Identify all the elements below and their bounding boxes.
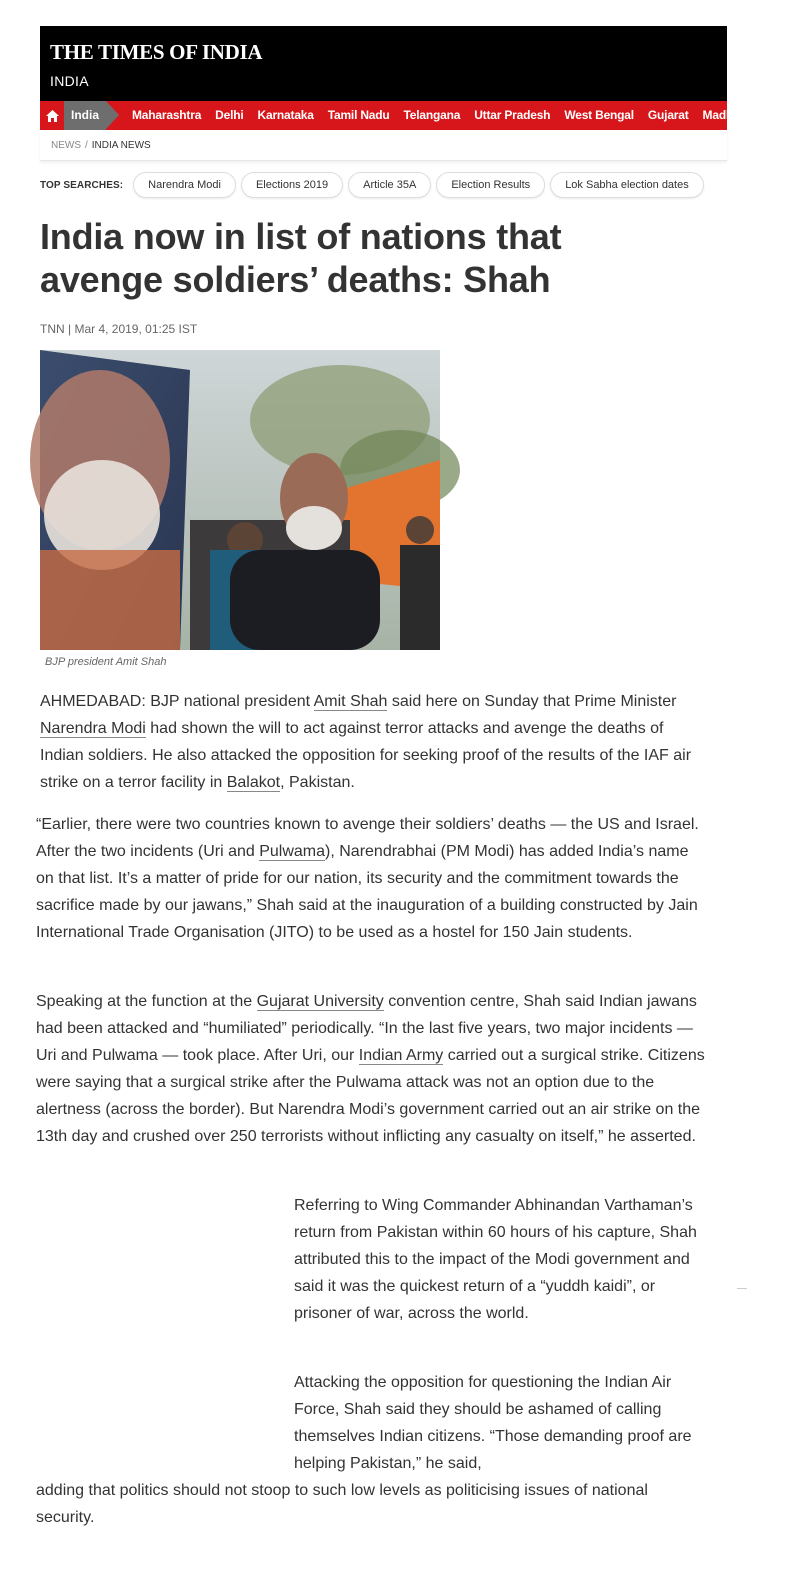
nav-items	[132, 101, 809, 130]
article-paragraph-5: Attacking the opposition for questioning the Indian Air Force, Shah said they should be ashamed of calling themselves Indian citizens. “Those demanding proof are helping Pakistan,” he said,	[294, 1374, 692, 1472]
p1-text-d: , Pakistan.	[280, 774, 355, 791]
breadcrumb	[40, 130, 727, 161]
article-paragraph-2	[36, 811, 701, 946]
link-narendra-modi[interactable]: Narendra Modi	[40, 720, 146, 737]
site-logo[interactable]: THE TIMES OF INDIA	[50, 40, 263, 64]
p3-text-c: carried out a surgical strike. Citizens were saying that a surgical strike after the Pulwama attack was not an option due to the alertness (across the border). But Narendra Modi’s government carried out an air strike on the 13th day and crushed over 250 terrorists without inflicting any casualty on itself,” he asserted.	[36, 1047, 705, 1145]
article-paragraph-4: Referring to Wing Commander Abhinandan Varthaman’s return from Pakistan within 60 hours of his capture, Shah attributed this to the impact of the Modi government and said it was the quickest return of a “yuddh kaidi”, or prisoner of war, across the world.	[294, 1197, 697, 1322]
top-searches	[40, 172, 709, 198]
masthead	[40, 26, 727, 101]
nav-item-madhya-pradesh[interactable]: Madhya Pradesh	[702, 108, 796, 122]
top-search-article-35a[interactable]: Article 35A	[348, 172, 431, 198]
nav-item-uttar-pradesh[interactable]: Uttar Pradesh	[474, 108, 551, 122]
section-nav	[40, 101, 796, 130]
home-icon[interactable]	[40, 101, 64, 130]
link-amit-shah[interactable]: Amit Shah	[313, 693, 388, 710]
top-search-elections-2019[interactable]: Elections 2019	[241, 172, 343, 198]
breadcrumb-india-news[interactable]: INDIA NEWS	[91, 140, 151, 151]
p1-text-c: had shown the will to act against terror attacks and avenge the deaths of Indian soldiers. He also attacked the opposition for seeking proof of the results of the IAF air strike on a terror facility in	[40, 720, 692, 791]
article-headline: India now in list of nations that avenge soldiers’ deaths: Shah	[40, 216, 562, 300]
p2-text-b: ), Narendrabhai (PM Modi) has added India’s name on that list. It’s a matter of pride for our nation, its security and the commitment towards the sacrifice made by our jawans,” Shah said at the inauguration of a building constructed by Jain International Trade Organisation (JITO) to be used as a hostel for 150 Jain students.	[36, 843, 698, 941]
top-searches-label: TOP SEARCHES:	[40, 179, 124, 191]
nav-item-gujarat[interactable]: Gujarat	[647, 108, 689, 122]
nav-item-telangana[interactable]: Telangana	[403, 108, 461, 122]
link-pulwama[interactable]: Pulwama	[259, 843, 326, 860]
top-search-election-results[interactable]: Election Results	[436, 172, 545, 198]
photo-caption: BJP president Amit Shah	[45, 656, 167, 668]
p2-text-a: “Earlier, there were two countries known to avenge their soldiers’ deaths — the US and Israel. After the two incidents (Uri and	[36, 816, 699, 860]
top-search-lok-sabha-dates[interactable]: Lok Sabha election dates	[550, 172, 704, 198]
nav-item-tamil-nadu[interactable]: Tamil Nadu	[327, 108, 390, 122]
link-balakot[interactable]: Balakot	[226, 774, 281, 791]
article-photo	[40, 350, 440, 650]
article-byline: TNN | Mar 4, 2019, 01:25 IST	[40, 322, 198, 336]
nav-item-india[interactable]: India	[64, 101, 106, 130]
nav-active-arrow	[106, 101, 119, 129]
breadcrumb-separator: /	[85, 140, 88, 151]
article-paragraph-1	[40, 688, 700, 796]
nav-item-maharashtra[interactable]: Maharashtra	[132, 108, 202, 122]
p1-text-b: said here on Sunday that Prime Minister	[387, 693, 677, 710]
nav-item-karnataka[interactable]: Karnataka	[257, 108, 314, 122]
article-paragraph-3	[36, 988, 706, 1150]
p3-text-a: Speaking at the function at the	[36, 993, 257, 1010]
link-indian-army[interactable]: Indian Army	[358, 1047, 444, 1064]
nav-item-delhi[interactable]: Delhi	[215, 108, 244, 122]
breadcrumb-news[interactable]: NEWS	[51, 140, 81, 151]
section-title[interactable]: INDIA	[50, 73, 89, 89]
p3-text-b: convention centre, Shah said Indian jawans had been attacked and “humiliated” periodically. “In the last five years, two major incidents — Uri and Pulwama — took place. After Uri, our	[36, 993, 697, 1064]
article-paragraph-6: adding that politics should not stoop to such low levels as politicising issues of national security.	[36, 1482, 648, 1526]
p1-text-a: AHMEDABAD: BJP national president	[40, 693, 314, 710]
nav-item-west-bengal[interactable]: West Bengal	[564, 108, 634, 122]
side-divider	[737, 1288, 747, 1289]
top-search-narendra-modi[interactable]: Narendra Modi	[133, 172, 236, 198]
link-gujarat-university[interactable]: Gujarat University	[256, 993, 384, 1010]
